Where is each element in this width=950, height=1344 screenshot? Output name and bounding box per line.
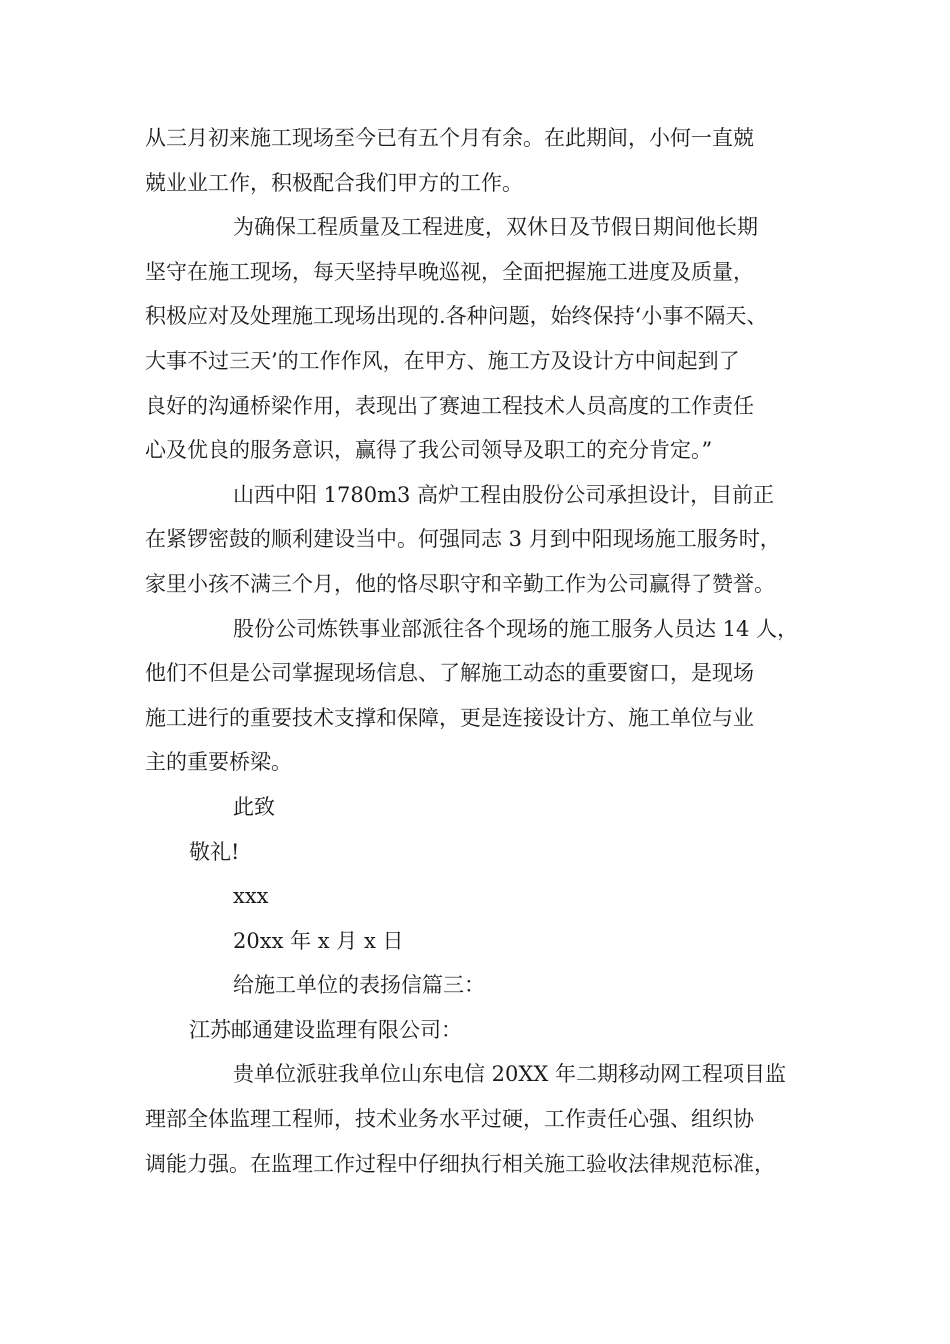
paragraph-line: 调能力强。在监理工作过程中仔细执行相关施工验收法律规范标准， xyxy=(145,1151,775,1176)
paragraph-line: 良好的沟通桥梁作用，表现出了赛迪工程技术人员高度的工作责任 xyxy=(145,393,754,418)
closing-regards: 敬礼! xyxy=(189,839,240,864)
paragraph-line: 为确保工程质量及工程进度，双休日及节假日期间他长期 xyxy=(233,215,758,240)
letter-addressee: 江苏邮通建设监理有限公司： xyxy=(189,1017,462,1042)
paragraph-line: 施工进行的重要技术支撑和保障，更是连接设计方、施工单位与业 xyxy=(145,705,754,730)
paragraph-line: 积极应对及处理施工现场出现的.各种问题，始终保持‘小事不隔天、 xyxy=(145,304,768,329)
paragraph-line: 主的重要桥梁。 xyxy=(145,750,292,775)
paragraph-line: 股份公司炼铁事业部派往各个现场的施工服务人员达 14 人， xyxy=(233,616,799,641)
paragraph-line: 从三月初来施工现场至今已有五个月有余。在此期间，小何一直兢 xyxy=(145,126,754,150)
paragraph-line: 兢业业工作，积极配合我们甲方的工作。 xyxy=(145,170,523,195)
signature-date: 20xx 年 x 月 x 日 xyxy=(233,928,404,953)
section-heading: 给施工单位的表扬信篇三： xyxy=(233,973,485,998)
paragraph-line: 家里小孩不满三个月，他的恪尽职守和辛勤工作为公司赢得了赞誉。 xyxy=(145,571,775,596)
paragraph-line: 理部全体监理工程师，技术业务水平过硬，工作责任心强、组织协 xyxy=(145,1107,754,1132)
paragraph-line: 在紧锣密鼓的顺利建设当中。何强同志 3 月到中阳现场施工服务时， xyxy=(145,527,781,552)
paragraph-line: 坚守在施工现场，每天坚持早晚巡视，全面把握施工进度及质量， xyxy=(145,259,754,284)
paragraph-line: 心及优良的服务意识，赢得了我公司领导及职工的充分肯定。” xyxy=(145,438,713,463)
paragraph-line: 贵单位派驻我单位山东电信 20XX 年二期移动网工程项目监 xyxy=(233,1062,786,1087)
paragraph-line: 山西中阳 1780m3 高炉工程由股份公司承担设计，目前正 xyxy=(233,482,775,507)
closing-salutation: 此致 xyxy=(233,794,275,819)
document-body xyxy=(145,116,825,1186)
paragraph-line: 他们不但是公司掌握现场信息、了解施工动态的重要窗口，是现场 xyxy=(145,661,754,686)
signature-name: xxx xyxy=(233,884,269,909)
paragraph-line: 大事不过三天’的工作作风，在甲方、施工方及设计方中间起到了 xyxy=(145,348,740,373)
